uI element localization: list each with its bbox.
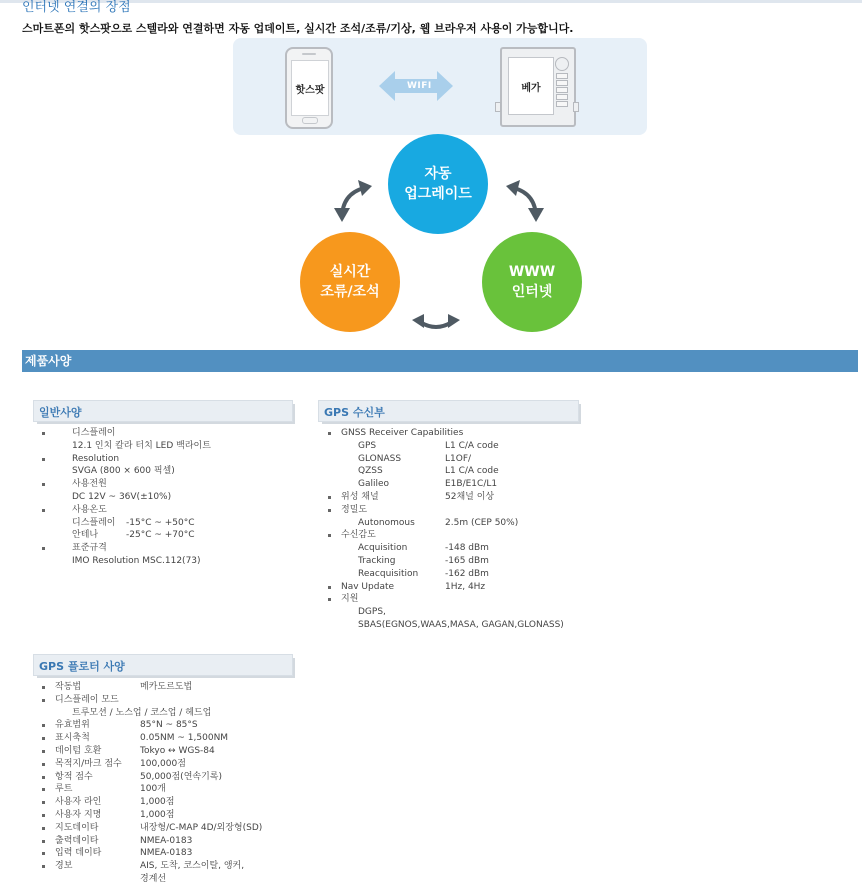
spec-row bbox=[22, 491, 302, 504]
device-bracket-left bbox=[495, 102, 501, 112]
spec-value: 52채널 이상 bbox=[445, 491, 495, 502]
spec-row bbox=[308, 529, 608, 542]
spec-value: 1Hz, 4Hz bbox=[445, 581, 486, 592]
spec-label: GNSS Receiver Capabilities bbox=[341, 428, 464, 438]
spec-value: 100,000점 bbox=[140, 758, 186, 769]
spec-label: 디스플레이 bbox=[72, 428, 116, 438]
spec-label: 경보 bbox=[55, 861, 73, 872]
spec-row bbox=[308, 465, 608, 478]
spec-value: 내장형/C-MAP 4D/외장형(SD) bbox=[140, 822, 263, 833]
spec-label: 출력데이타 bbox=[55, 835, 99, 846]
bullet-icon bbox=[42, 724, 45, 727]
spec-value: 메카도르도법 bbox=[140, 682, 193, 692]
bullet-icon bbox=[328, 496, 331, 499]
bullet-icon bbox=[328, 598, 331, 601]
spec-value: 2.5m (CEP 50%) bbox=[445, 517, 519, 528]
spec-value: -148 dBm bbox=[445, 543, 489, 554]
spec-row bbox=[308, 619, 608, 632]
spec-label: 사용전원 bbox=[72, 479, 107, 490]
bullet-icon bbox=[42, 801, 45, 804]
bullet-icon bbox=[42, 827, 45, 830]
circle-realtime-tide bbox=[300, 232, 400, 332]
spec-value: 1,000점 bbox=[140, 797, 175, 808]
spec-label: SBAS(EGNOS,WAAS,MASA, GAGAN,GLONASS) bbox=[358, 619, 564, 630]
spec-row bbox=[22, 427, 302, 440]
spec-label: 디스플레이 bbox=[72, 517, 116, 528]
circle-auto-upgrade bbox=[388, 134, 488, 234]
bullet-icon bbox=[42, 547, 45, 550]
spec-row bbox=[22, 732, 322, 745]
spec-row bbox=[22, 771, 322, 784]
gps-receiver-spec-list bbox=[308, 427, 608, 632]
spec-value: 100개 bbox=[140, 784, 166, 795]
bullet-icon bbox=[42, 737, 45, 740]
circle-auto-upgrade-line1: 자동 bbox=[424, 166, 452, 182]
spec-label: 표준규격 bbox=[72, 543, 107, 554]
spec-row bbox=[22, 873, 322, 886]
spec-value: L1OF/ bbox=[445, 453, 472, 464]
spec-row bbox=[22, 517, 302, 530]
spec-row bbox=[22, 835, 322, 848]
spec-value: 0.05NM ~ 1,500NM bbox=[140, 733, 229, 744]
phone-screen-label: 핫스팟 bbox=[291, 60, 329, 116]
device-screen-label: 베가 bbox=[508, 57, 554, 115]
circle-realtime-line2: 조류/조석 bbox=[320, 284, 380, 300]
bullet-icon bbox=[42, 750, 45, 753]
device-key bbox=[556, 80, 568, 86]
spec-row bbox=[308, 440, 608, 453]
gps-plotter-heading-box bbox=[33, 654, 293, 676]
chartplotter-image bbox=[500, 47, 576, 127]
spec-label: 작동법 bbox=[55, 682, 82, 692]
spec-label: 표시축척 bbox=[55, 733, 90, 744]
cycle-arrow-bottom-icon bbox=[412, 312, 460, 332]
spec-row bbox=[308, 504, 608, 517]
bullet-icon bbox=[42, 814, 45, 817]
spec-label: 루트 bbox=[55, 784, 73, 795]
bullet-icon bbox=[42, 865, 45, 868]
gps-plotter-spec-list bbox=[22, 681, 322, 886]
spec-row bbox=[308, 478, 608, 491]
spec-row bbox=[22, 719, 322, 732]
spec-value: NMEA-0183 bbox=[140, 848, 193, 859]
spec-row bbox=[22, 529, 302, 542]
spec-row bbox=[22, 555, 302, 568]
bullet-icon bbox=[42, 509, 45, 512]
gps-receiver-heading-box bbox=[318, 400, 579, 422]
spec-value: 1,000점 bbox=[140, 809, 175, 820]
bullet-icon bbox=[42, 699, 45, 702]
spec-value: 50,000점(연속기록) bbox=[140, 771, 222, 782]
spec-value: 85°N ~ 85°S bbox=[140, 720, 198, 731]
spec-label: Reacquisition bbox=[358, 568, 419, 579]
spec-row bbox=[308, 453, 608, 466]
spec-label: 사용온도 bbox=[72, 504, 107, 515]
device-bracket-right bbox=[573, 102, 579, 112]
smartphone-image bbox=[285, 47, 333, 129]
device-key bbox=[556, 73, 568, 79]
spec-value: AIS, 도착, 코스이탈, 앵커, bbox=[140, 861, 245, 872]
gps-plotter-heading: GPS 플로터 사양 bbox=[39, 660, 125, 673]
bullet-icon bbox=[42, 432, 45, 435]
circle-www-line1: WWW bbox=[508, 264, 556, 280]
spec-label: 입력 데이타 bbox=[55, 848, 102, 859]
spec-row bbox=[22, 860, 322, 873]
spec-row bbox=[308, 542, 608, 555]
spec-row bbox=[308, 517, 608, 530]
spec-row bbox=[22, 681, 322, 694]
spec-row bbox=[22, 707, 322, 720]
spec-value: -25°C ~ +70°C bbox=[126, 530, 195, 541]
spec-row bbox=[308, 427, 608, 440]
spec-row bbox=[22, 847, 322, 860]
circle-www-internet bbox=[482, 232, 582, 332]
spec-value: NMEA-0183 bbox=[140, 835, 193, 846]
spec-row bbox=[22, 694, 322, 707]
spec-row bbox=[308, 593, 608, 606]
spec-label: Acquisition bbox=[358, 543, 408, 554]
spec-row bbox=[22, 440, 302, 453]
general-spec-heading: 일반사양 bbox=[39, 406, 82, 419]
bullet-icon bbox=[42, 763, 45, 766]
circle-realtime-line1: 실시간 bbox=[329, 264, 371, 280]
device-key bbox=[556, 94, 568, 100]
spec-label: Autonomous bbox=[358, 517, 415, 528]
bullet-icon bbox=[42, 686, 45, 689]
spec-row bbox=[22, 809, 322, 822]
device-key bbox=[556, 101, 568, 107]
spec-row bbox=[22, 504, 302, 517]
bullet-icon bbox=[42, 788, 45, 791]
spec-label: 항적 점수 bbox=[55, 771, 93, 782]
spec-label: 안테나 bbox=[72, 530, 99, 541]
bullet-icon bbox=[42, 852, 45, 855]
bullet-icon bbox=[42, 840, 45, 843]
circle-www-line2: 인터넷 bbox=[511, 284, 553, 300]
bullet-icon bbox=[328, 509, 331, 512]
spec-label: 12.1 인치 칼라 터치 LED 백라이트 bbox=[72, 440, 211, 451]
spec-label: QZSS bbox=[358, 466, 383, 477]
spec-label: Nav Update bbox=[341, 581, 395, 592]
spec-label: Resolution bbox=[72, 453, 120, 464]
spec-label: 디스플레이 모드 bbox=[55, 694, 119, 705]
spec-label: 트루모션 / 노스업 / 코스업 / 헤드업 bbox=[72, 707, 212, 718]
spec-row bbox=[308, 555, 608, 568]
spec-label: 위성 채널 bbox=[341, 491, 379, 502]
spec-row bbox=[22, 542, 302, 555]
cycle-arrow-left-icon bbox=[334, 178, 378, 222]
spec-label: 지도데이타 bbox=[55, 822, 99, 833]
spec-value: L1 C/A code bbox=[445, 466, 499, 477]
spec-row bbox=[22, 796, 322, 809]
cycle-arrow-right-icon bbox=[500, 178, 544, 222]
wifi-label: WIFI bbox=[407, 81, 432, 91]
spec-label: Galileo bbox=[358, 479, 390, 490]
gps-receiver-heading: GPS 수신부 bbox=[324, 406, 385, 419]
spec-label: Tracking bbox=[358, 555, 396, 566]
spec-row bbox=[22, 465, 302, 478]
general-spec-heading-box bbox=[33, 400, 293, 422]
spec-row bbox=[308, 568, 608, 581]
spec-label: GPS bbox=[358, 440, 377, 451]
bullet-icon bbox=[42, 458, 45, 461]
spec-value: -165 dBm bbox=[445, 555, 489, 566]
device-key bbox=[556, 87, 568, 93]
spec-label: 정밀도 bbox=[341, 504, 368, 515]
spec-row bbox=[308, 491, 608, 504]
spec-label: SVGA (800 × 600 픽셀) bbox=[72, 466, 175, 477]
spec-value: -15°C ~ +50°C bbox=[126, 517, 195, 528]
spec-label: 사용자 라인 bbox=[55, 797, 102, 808]
connection-illustration bbox=[233, 38, 647, 135]
spec-row bbox=[308, 606, 608, 619]
bullet-icon bbox=[328, 534, 331, 537]
spec-value: L1 C/A code bbox=[445, 440, 499, 451]
spec-row bbox=[22, 453, 302, 466]
spec-section-bar: 제품사양 bbox=[22, 350, 858, 372]
spec-value: E1B/E1C/L1 bbox=[445, 479, 498, 490]
spec-label: 지원 bbox=[341, 594, 359, 605]
spec-row bbox=[22, 822, 322, 835]
phone-speaker bbox=[302, 53, 316, 55]
device-knob-icon bbox=[555, 57, 569, 71]
spec-value: Tokyo ↔ WGS-84 bbox=[140, 745, 215, 756]
spec-value: 경계선 bbox=[140, 873, 167, 884]
intro-description: 스마트폰의 핫스팟으로 스텔라와 연결하면 자동 업데이트, 실시간 조석/조류/기상, 웹 브라우저 사용이 가능합니다. bbox=[22, 22, 574, 35]
spec-row bbox=[22, 745, 322, 758]
spec-row bbox=[308, 581, 608, 594]
spec-label: 목적지/마크 점수 bbox=[55, 758, 122, 769]
spec-label: 사용자 지명 bbox=[55, 809, 102, 820]
spec-row bbox=[22, 758, 322, 771]
spec-label: 유효범위 bbox=[55, 720, 90, 731]
spec-label: IMO Resolution MSC.112(73) bbox=[72, 555, 201, 566]
spec-label: GLONASS bbox=[358, 453, 402, 464]
bullet-icon bbox=[42, 776, 45, 779]
bullet-icon bbox=[328, 586, 331, 589]
phone-home-button bbox=[302, 117, 318, 124]
spec-label: 데이텀 호환 bbox=[55, 745, 102, 756]
circle-auto-upgrade-line2: 업그레이드 bbox=[404, 186, 472, 202]
spec-value: -162 dBm bbox=[445, 568, 489, 579]
spec-label: 수신감도 bbox=[341, 530, 376, 541]
bullet-icon bbox=[42, 483, 45, 486]
page-title: 인터넷 연결의 장점 bbox=[22, 0, 131, 15]
general-spec-list bbox=[22, 427, 302, 568]
spec-label: DC 12V ~ 36V(±10%) bbox=[72, 491, 172, 502]
bullet-icon bbox=[328, 432, 331, 435]
spec-row bbox=[22, 478, 302, 491]
spec-row bbox=[22, 783, 322, 796]
spec-label: DGPS, bbox=[358, 607, 386, 618]
